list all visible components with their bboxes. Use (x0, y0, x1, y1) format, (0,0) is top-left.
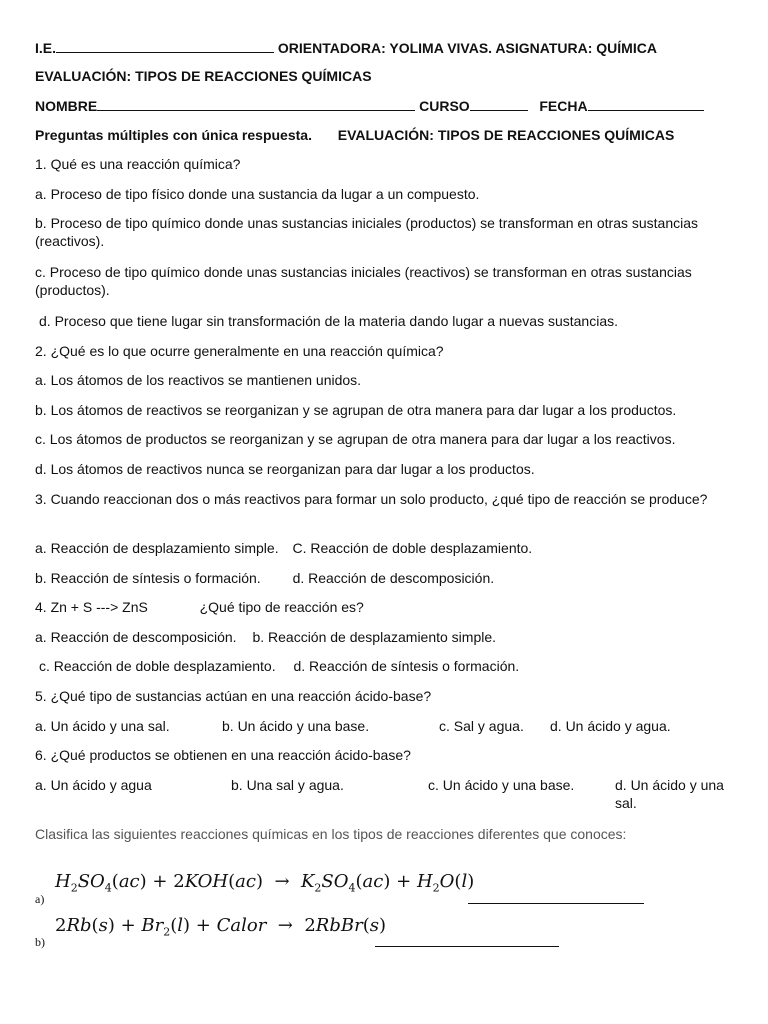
intro-line (35, 126, 735, 144)
fecha-label: FECHA (539, 98, 588, 114)
q3-options-row-1 (35, 539, 735, 557)
q5-option-d[interactable]: d. Un ácido y agua. (550, 718, 671, 734)
q6-option-b[interactable]: b. Una sal y agua. (231, 777, 344, 793)
nombre-blank[interactable] (97, 96, 415, 111)
q2-option-a[interactable]: a. Los átomos de los reactivos se mantienen unidos. (35, 372, 362, 388)
header-ie-line (35, 38, 735, 57)
student-info-line (35, 96, 735, 115)
equation-a-label: a) (35, 892, 45, 906)
q5-option-c[interactable]: c. Sal y agua. (439, 718, 524, 734)
equation-a: $H_2SO_4(ac) + 2KOH(ac) \to K_2SO_4(ac) + H_2O(l)$ (55, 871, 475, 895)
question-5: 5. ¿Qué tipo de sustancias actúan en una reacción ácido-base? (35, 688, 432, 704)
q2-option-c[interactable]: c. Los átomos de productos se reorganizan y se agrupan de otra manera para dar lugar a los reactivos. (35, 431, 676, 447)
equation-b-label: b) (35, 935, 45, 949)
question-2: 2. ¿Qué es lo que ocurre generalmente en una reacción química? (35, 343, 444, 359)
question-3: 3. Cuando reaccionan dos o más reactivos para formar un solo producto, ¿qué tipo de reacción se produce? (35, 491, 708, 507)
question-4 (35, 598, 735, 616)
q2-option-d[interactable]: d. Los átomos de reactivos nunca se reorganizan para dar lugar a los productos. (35, 461, 535, 477)
q4-option-d[interactable]: d. Reacción de síntesis o formación. (293, 658, 520, 674)
equation-b: $2Rb(s) + Br_2(l)$ + Calor → 2RbBr(s) (55, 915, 386, 939)
q6-option-a[interactable]: a. Un ácido y agua (35, 777, 152, 793)
nombre-label: NOMBRE (35, 98, 98, 114)
equation-b-answer-line[interactable] (375, 945, 559, 947)
q4-options-row-2 (39, 657, 739, 675)
q1-option-b[interactable]: b. Proceso de tipo químico donde unas sustancias iniciales (productos) se transforman en otras sustancias (reactivos). (35, 215, 699, 249)
q2-option-b[interactable]: b. Los átomos de reactivos se reorganizan y se agrupan de otra manera para dar lugar a los productos. (35, 402, 677, 418)
evaluation-title: EVALUACIÓN: TIPOS DE REACCIONES QUÍMICAS (35, 68, 372, 84)
q1-option-d[interactable]: d. Proceso que tiene lugar sin transformación de la materia dando lugar a nuevas sustancias. (39, 313, 619, 329)
q5-option-b[interactable]: b. Un ácido y una base. (222, 718, 370, 734)
question-6: 6. ¿Qué productos se obtienen en una reacción ácido-base? (35, 747, 411, 763)
ie-blank[interactable] (56, 38, 274, 53)
instruction-text: Preguntas múltiples con única respuesta. (35, 127, 312, 143)
q4-option-b[interactable]: b. Reacción de desplazamiento simple. (252, 629, 497, 645)
curso-blank[interactable] (470, 96, 528, 111)
q1-option-c[interactable]: c. Proceso de tipo químico donde unas sustancias iniciales (reactivos) se transforman en otras sustancias (productos). (35, 264, 692, 298)
q5-option-a[interactable]: a. Un ácido y una sal. (35, 718, 170, 734)
q4-option-c[interactable]: c. Reacción de doble desplazamiento. (39, 658, 276, 674)
q6-option-c[interactable]: c. Un ácido y una base. (428, 777, 575, 793)
q4-equation: 4. Zn + S ---> ZnS (35, 599, 148, 615)
equation-a-answer-line[interactable] (468, 902, 644, 904)
orientadora-text: ORIENTADORA: YOLIMA VIVAS. ASIGNATURA: QUÍMICA (277, 40, 657, 56)
q3-option-b[interactable]: b. Reacción de síntesis o formación. (35, 570, 261, 586)
q4-option-a[interactable]: a. Reacción de descomposición. (35, 629, 237, 645)
q3-option-a[interactable]: a. Reacción de desplazamiento simple. (35, 540, 279, 556)
q3-option-c[interactable]: C. Reacción de doble desplazamiento. (292, 540, 533, 556)
fecha-blank[interactable] (588, 96, 704, 111)
ie-label: I.E. (35, 40, 57, 56)
q3-options-row-2 (35, 569, 735, 587)
question-1: 1. Qué es una reacción química? (35, 156, 241, 172)
q3-option-d[interactable]: d. Reacción de descomposición. (292, 570, 495, 586)
q6-option-d[interactable]: d. Un ácido y una sal. (615, 777, 724, 811)
curso-label: CURSO (419, 98, 470, 114)
title-repeat: EVALUACIÓN: TIPOS DE REACCIONES QUÍMICAS (337, 127, 675, 143)
q4-options-row-1 (35, 628, 735, 646)
q4-question: ¿Qué tipo de reacción es? (199, 599, 364, 615)
classify-instruction: Clasifica las siguientes reacciones químicas en los tipos de reacciones diferentes que conoces: (35, 826, 627, 842)
q1-option-a[interactable]: a. Proceso de tipo físico donde una sustancia da lugar a un compuesto. (35, 186, 480, 202)
